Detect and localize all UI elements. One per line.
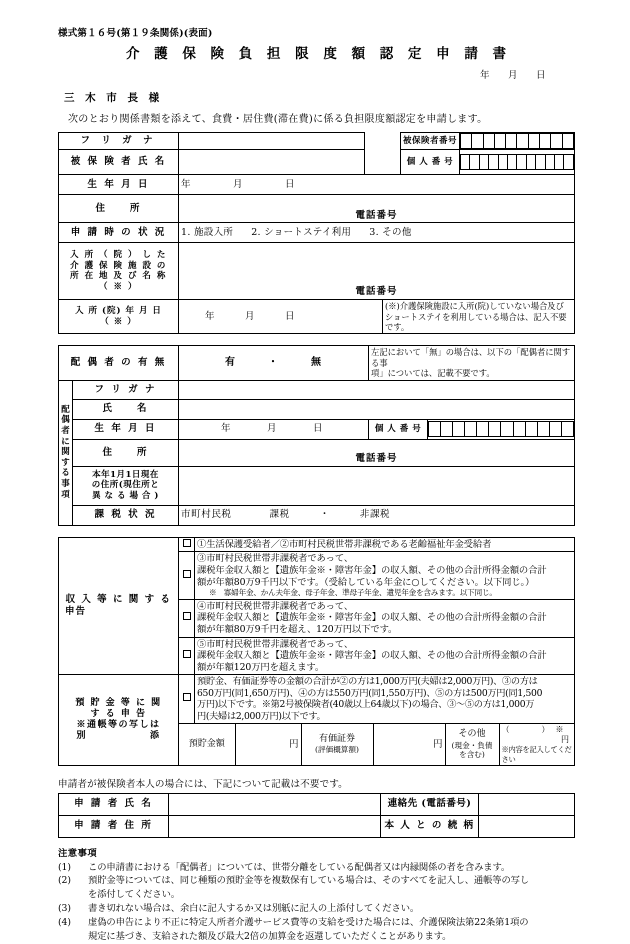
insured-name-label: 被 保 険 者 氏 名 [59, 150, 179, 175]
deposit-label-line-4: 別 添 [76, 731, 161, 742]
lead-text: 次のとおり関係書類を添えて、食費・居住費(滞在費)に係る負担限度額認定を申請します。 [68, 114, 488, 126]
checkbox-icon[interactable] [183, 570, 191, 578]
applicant-relation-label: 本 人 と の 続 柄 [381, 815, 479, 837]
income-item-3-line-1: ③市町村民税世帯非課税者であって、 [197, 553, 354, 565]
income-section-label [59, 537, 179, 675]
note-1-number: (1) [58, 861, 71, 873]
other-amount-unit: 円 [561, 735, 569, 745]
spouse-table [58, 345, 575, 525]
spouse-tax-status-label: 課 税 状 況 [73, 505, 179, 525]
applicant-address-field[interactable] [169, 815, 381, 837]
income-item-5-line-1: ⑤市町村民税世帯非課税者であって、 [197, 638, 354, 650]
note-item-3 [58, 902, 574, 916]
insured-number-digit[interactable] [461, 134, 472, 149]
table-row-spouse-birth [59, 419, 575, 439]
note-4-body [84, 916, 574, 944]
income-checkbox-5[interactable] [179, 637, 195, 675]
securities-amount-field[interactable] [373, 724, 445, 764]
vlabel-char-2: 者 [61, 425, 70, 436]
personal-number-digit[interactable] [517, 155, 526, 170]
status-option-2[interactable]: 2. ショートステイ利用 [251, 226, 352, 238]
personal-number-digit[interactable] [564, 155, 574, 170]
other-assets-label [445, 724, 499, 764]
spouse-note-line-2: 項」については、記載不要です。 [371, 368, 495, 379]
spouse-number-digit[interactable] [453, 422, 465, 437]
applicant-address-label: 申 請 者 住 所 [59, 815, 169, 837]
other-paren-close: ）※ [541, 725, 570, 735]
spouse-personal-number-grid [428, 421, 574, 437]
spouse-jan1-field[interactable] [179, 466, 575, 505]
personal-number-digit[interactable] [526, 155, 535, 170]
submission-date-line [58, 67, 574, 81]
table-row-furigana [59, 133, 575, 150]
personal-number-grid [460, 154, 574, 170]
table-row-deposit-statement [59, 675, 575, 724]
facility-label-line-4: （ ※ ） [99, 282, 138, 293]
checkbox-icon[interactable] [183, 650, 191, 658]
deposit-amount-field[interactable] [235, 724, 301, 764]
admission-date-label [59, 300, 179, 334]
date-month-label: 月 [507, 70, 518, 82]
facility-label-line-2: 介 護 保 険 施 設 の [70, 260, 167, 271]
tax-sep: ・ [319, 509, 330, 521]
vlabel-char-7: 事 [61, 479, 70, 490]
spouse-furigana-field[interactable] [179, 380, 575, 399]
spouse-number-digit[interactable] [549, 422, 561, 437]
note-2-line-1: 預貯金等については、同じ種類の預貯金等を複数保有している場合は、そのすべてを記入し、通帳等の写し [88, 875, 530, 887]
deposit-amounts-cell [179, 724, 575, 765]
spouse-birth-day-label: 日 [313, 423, 324, 435]
personal-number-label: 個 人 番 号 [401, 150, 460, 175]
admission-date-field[interactable] [179, 300, 383, 334]
table-row-insured-name [59, 150, 575, 175]
note-1-line-1: この申請書における「配偶者」については、世帯分離をしている配偶者又は内縁関係の者を含みます。 [88, 861, 511, 873]
spouse-number-digit[interactable] [441, 422, 453, 437]
spouse-address-label: 住 所 [73, 439, 179, 466]
securities-label-line-2: (評価概算額) [315, 745, 359, 755]
jan1-label-line-2: の住所(現住所と [91, 480, 160, 491]
deposit-label-line-2: す る 申 告 [90, 708, 147, 719]
deposit-label-line-3: ※通帳等の写しは [76, 720, 161, 730]
applicant-table [58, 793, 575, 838]
vlabel-char-6: る [61, 468, 70, 479]
note-1-body [84, 861, 574, 875]
facility-label [59, 243, 179, 300]
spouse-tel-label: 電話番号 [355, 452, 398, 464]
admission-note-line-1: (※)介護保険施設に入所(院)していない場合及び [385, 301, 564, 312]
insured-address-label: 住 所 [59, 195, 179, 223]
table-row-applicant-name [59, 793, 575, 815]
facility-field[interactable] [179, 243, 575, 300]
personal-number-digit[interactable] [461, 155, 470, 170]
income-item-4-line-2: 課税年金収入額と【遺族年金※・障害年金】の収入額、その他の合計所得金額の合計 [197, 612, 547, 624]
admission-note [383, 300, 575, 334]
admission-year-label: 年 [205, 310, 216, 322]
deposit-statement-line-4: 円(夫婦は2,000万円)以下です。 [197, 710, 326, 722]
income-item-5-line-2: 課税年金収入額と【遺族年金※・障害年金】の収入額、その他の合計所得金額の合計 [197, 650, 547, 662]
birth-month-label: 月 [233, 178, 244, 190]
note-3-line-1: 書き切れない場合は、余白に記入するか又は別紙に記入の上添付してください。 [88, 903, 420, 915]
insured-furigana-label: フ リ ガ ナ [59, 133, 179, 150]
jan1-label-line-3: 異 な る 場 合 ) [92, 490, 159, 501]
note-2-body [84, 874, 574, 902]
applicant-contact-label: 連絡先 (電話番号) [381, 793, 479, 815]
spouse-tax-status-field[interactable] [179, 505, 575, 525]
other-assets-field[interactable] [499, 724, 575, 764]
checkbox-icon[interactable] [183, 612, 191, 620]
applicant-precondition: 申請者が被保険者本人の場合には、下記について記載は不要です。 [58, 778, 348, 790]
birth-day-label: 日 [285, 178, 296, 190]
note-3-number: (3) [58, 903, 71, 915]
status-option-3[interactable]: 3. その他 [369, 226, 412, 238]
deposit-statement-line-1: 預貯金、有価証券等の金額の合計が②の方は1,000万円(夫婦は2,000万円)、③の方は [197, 676, 538, 688]
table-row-spouse-tax-status [59, 505, 575, 525]
income-item-4-line-1: ④市町村民税世帯非課税者であって、 [197, 600, 354, 612]
form-number: 様式第１６号(第１９条関係)(表面) [58, 28, 213, 39]
table-row-address [59, 195, 575, 223]
spouse-personal-number-label: 個 人 番 号 [369, 419, 428, 439]
other-label-line-1: その他 [458, 729, 486, 740]
personal-number-grid-cell [460, 150, 575, 175]
table-row-spouse-exists [59, 346, 575, 380]
tax-taxed-option[interactable]: 課税 [269, 509, 290, 521]
applicant-relation-field[interactable] [479, 815, 575, 837]
insured-name-field[interactable] [179, 150, 365, 175]
note-3-body [84, 902, 574, 916]
securities-amount-unit: 円 [432, 738, 443, 750]
spouse-furigana-label: フ リ ガ ナ [73, 380, 179, 399]
deposit-amounts-table [179, 724, 575, 764]
spouse-no-option[interactable]: 無 [311, 356, 323, 368]
spouse-birth-year-label: 年 [221, 423, 232, 435]
deposit-section-label [59, 675, 179, 765]
note-4-number: (4) [58, 917, 71, 929]
vlabel-char-8: 項 [61, 489, 70, 500]
personal-number-digit[interactable] [508, 155, 517, 170]
birth-year-label: 年 [181, 178, 192, 190]
securities-label-line-1: 有価証券 [318, 734, 355, 745]
spouse-birth-label: 生 年 月 日 [73, 419, 179, 439]
jan1-label-line-1: 本年1月1日現在 [92, 469, 159, 480]
other-label-line-3: を含む) [459, 750, 485, 760]
insured-number-digit[interactable] [494, 134, 505, 149]
table-row-facility [59, 243, 575, 300]
spouse-name-label: 氏 名 [73, 399, 179, 419]
insured-number-digit[interactable] [483, 134, 494, 149]
income-item-4-text [195, 599, 575, 637]
note-item-4 [58, 916, 574, 944]
spouse-number-digit[interactable] [513, 422, 525, 437]
insured-furigana-field[interactable] [179, 133, 365, 150]
applicant-contact-field[interactable] [479, 793, 575, 815]
admission-day-label: 日 [285, 310, 296, 322]
spouse-exists-note [369, 346, 575, 380]
spouse-number-digit[interactable] [501, 422, 513, 437]
income-checkbox-1[interactable] [179, 537, 195, 552]
other-amount-unit-row [502, 735, 574, 745]
deposit-checkbox[interactable] [179, 675, 195, 724]
spouse-note-line-1: 左記において「無」の場合は、以下の「配偶者に関する事 [371, 347, 571, 368]
spouse-name-field[interactable] [179, 399, 575, 419]
checkbox-icon[interactable] [183, 539, 191, 547]
insured-tel-label: 電話番号 [355, 209, 398, 221]
note-2-number: (2) [58, 875, 71, 887]
spouse-birth-field[interactable] [179, 419, 369, 439]
spouse-birth-month-label: 月 [267, 423, 278, 435]
insured-number-digit[interactable] [506, 134, 517, 149]
note-4-line-2: 規定に基づき、支給された額及び最大2倍の加算金を返還していただくことがあります。 [88, 931, 452, 943]
deposit-statement-line-2: 650万円(同1,650万円)、④の方は550万円(同1,550万円)、⑤の方は500万円(同1,500 [197, 687, 543, 699]
insured-birth-field[interactable] [179, 175, 575, 195]
table-row-income-item-1 [59, 537, 575, 552]
spouse-jan1-label [73, 466, 179, 505]
document-title: 介 護 保 険 負 担 限 度 額 認 定 申 請 書 [125, 46, 512, 63]
insured-number-digit[interactable] [517, 134, 528, 149]
note-item-2 [58, 874, 574, 902]
personal-number-digit[interactable] [555, 155, 564, 170]
deposit-statement-line-3: 万円)以下です。※第2号被保険者(40歳以上64歳以下)の場合、③～⑤の方は1,000万 [197, 699, 535, 711]
insured-birth-label: 生 年 月 日 [59, 175, 179, 195]
notes-section [58, 847, 574, 944]
other-assets-note: ※内容を記入してください [501, 745, 572, 764]
insured-number-digit[interactable] [540, 134, 551, 149]
income-item-3-note: ※ 寡婦年金、かん夫年金、母子年金、準母子年金、遺児年金を含みます。以下同じ。 [209, 588, 497, 598]
spouse-address-field[interactable] [179, 439, 575, 466]
application-status-label: 申 請 時 の 状 況 [59, 223, 179, 243]
other-label-line-2: (現金・負債 [451, 740, 493, 750]
spouse-sep: ・ [268, 356, 280, 368]
income-item-5-line-3: 額が年額120万円を超えます。 [197, 661, 325, 673]
income-checkbox-3[interactable] [179, 552, 195, 599]
spouse-number-digit[interactable] [561, 422, 573, 437]
insured-number-digit[interactable] [472, 134, 483, 149]
insured-person-table [58, 132, 575, 334]
spouse-personal-number-grid-cell [428, 419, 575, 439]
vlabel-char-1: 偶 [61, 415, 70, 426]
note-2-line-2: を添付してください。 [88, 889, 180, 901]
status-option-1[interactable]: 1. 施設入所 [181, 226, 234, 238]
deposit-amount-label: 預貯金額 [179, 724, 235, 764]
insured-number-label: 被保険者番号 [401, 133, 460, 150]
insured-address-field[interactable] [179, 195, 575, 223]
table-row-birthdate [59, 175, 575, 195]
addressee: 三 木 市 長 様 [64, 92, 163, 105]
form-sheet [58, 28, 574, 944]
table-row-application-status [59, 223, 575, 243]
personal-number-digit[interactable] [536, 155, 545, 170]
application-status-options[interactable] [179, 223, 575, 243]
income-item-3-line-2: 課税年金収入額と【遺族年金※・障害年金】の収入額、その他の合計所得金額の合計 [197, 565, 547, 577]
checkbox-icon[interactable] [183, 693, 191, 701]
securities-label [301, 724, 373, 764]
insured-number-grid [460, 133, 574, 149]
spouse-number-digit[interactable] [465, 422, 477, 437]
vlabel-char-3: に [61, 436, 70, 447]
date-year-label: 年 [479, 70, 490, 82]
table-row-spouse-name [59, 399, 575, 419]
income-item-3-line-3: 額が年額80万9千円以下です。（受給している年金に○してください。以下同じ。） [197, 576, 535, 588]
notes-heading: 注意事項 [58, 847, 98, 859]
table-row-applicant-address [59, 815, 575, 837]
personal-number-digit[interactable] [489, 155, 498, 170]
tax-municipal-label: 市町村民税 [181, 509, 232, 521]
vlabel-char-5: す [61, 457, 70, 468]
spouse-number-digit[interactable] [477, 422, 489, 437]
spouse-number-digit[interactable] [429, 422, 441, 437]
vlabel-char-4: 関 [61, 447, 70, 458]
income-item-1-text [195, 537, 575, 552]
spouse-number-digit[interactable] [489, 422, 501, 437]
personal-number-digit[interactable] [545, 155, 554, 170]
insured-number-digit[interactable] [562, 134, 573, 149]
spouse-exists-options[interactable] [179, 346, 369, 380]
insured-number-digit[interactable] [528, 134, 539, 149]
deposit-label-line-1: 預 貯 金 等 に 関 [75, 697, 162, 708]
insured-number-grid-cell [460, 133, 575, 150]
date-day-label: 日 [535, 70, 546, 82]
applicant-name-label: 申 請 者 氏 名 [59, 793, 169, 815]
personal-number-digit[interactable] [470, 155, 479, 170]
spouse-exists-label: 配 偶 者 の 有 無 [59, 346, 179, 380]
facility-label-line-3: 所 在 地 及 び 名 称 [70, 271, 167, 282]
spouse-number-digit[interactable] [537, 422, 549, 437]
personal-number-digit[interactable] [498, 155, 507, 170]
table-row-spouse-furigana [59, 380, 575, 399]
admission-month-label: 月 [245, 310, 256, 322]
income-label-line-2: 申告 [65, 605, 87, 617]
number-left-spacer [365, 133, 401, 175]
deposit-statement-text [195, 675, 575, 724]
admission-label-line-2: （ ※ ） [100, 316, 137, 327]
applicant-name-field[interactable] [169, 793, 381, 815]
income-item-3-text [195, 552, 575, 599]
insured-number-digit[interactable] [551, 134, 562, 149]
income-deposit-table [58, 537, 575, 766]
vlabel-char-0: 配 [61, 404, 70, 415]
note-item-1 [58, 861, 574, 875]
table-row-spouse-jan1-address [59, 466, 575, 505]
spouse-yes-option[interactable]: 有 [225, 356, 237, 368]
table-row-admission-date [59, 300, 575, 334]
other-paren-row [502, 725, 574, 735]
note-4-line-1: 虚偽の申告により不正に特定入所者介護サービス費等の支給を受けた場合には、介護保険法第22条第1項の [88, 917, 529, 929]
spouse-number-digit[interactable] [525, 422, 537, 437]
income-label-line-1: 収 入 等 に 関 す る [65, 594, 172, 606]
facility-label-line-1: 入 所 （ 院 ） し た [70, 250, 167, 261]
admission-label-line-1: 入 所 (院) 年 月 日 [75, 306, 162, 317]
deposit-amount-unit: 円 [288, 738, 299, 750]
personal-number-digit[interactable] [479, 155, 488, 170]
income-checkbox-4[interactable] [179, 599, 195, 637]
facility-tel-label: 電話番号 [355, 285, 398, 297]
deposit-amounts-row [179, 724, 575, 764]
spouse-section-vertical-label [59, 380, 73, 525]
table-row-spouse-address [59, 439, 575, 466]
admission-note-line-2: ショートステイを利用している場合は、記入不要です。 [385, 311, 567, 333]
income-item-1-line-1: ①生活保護受給者／②市町村民税世帯非課税である老齢福祉年金受給者 [197, 538, 492, 550]
income-item-5-text [195, 637, 575, 675]
tax-exempt-option[interactable]: 非課税 [359, 509, 391, 521]
income-item-4-line-3: 額が年額80万9千円を超え、120万円以下です。 [197, 623, 398, 635]
other-paren-open: （ [501, 725, 516, 735]
